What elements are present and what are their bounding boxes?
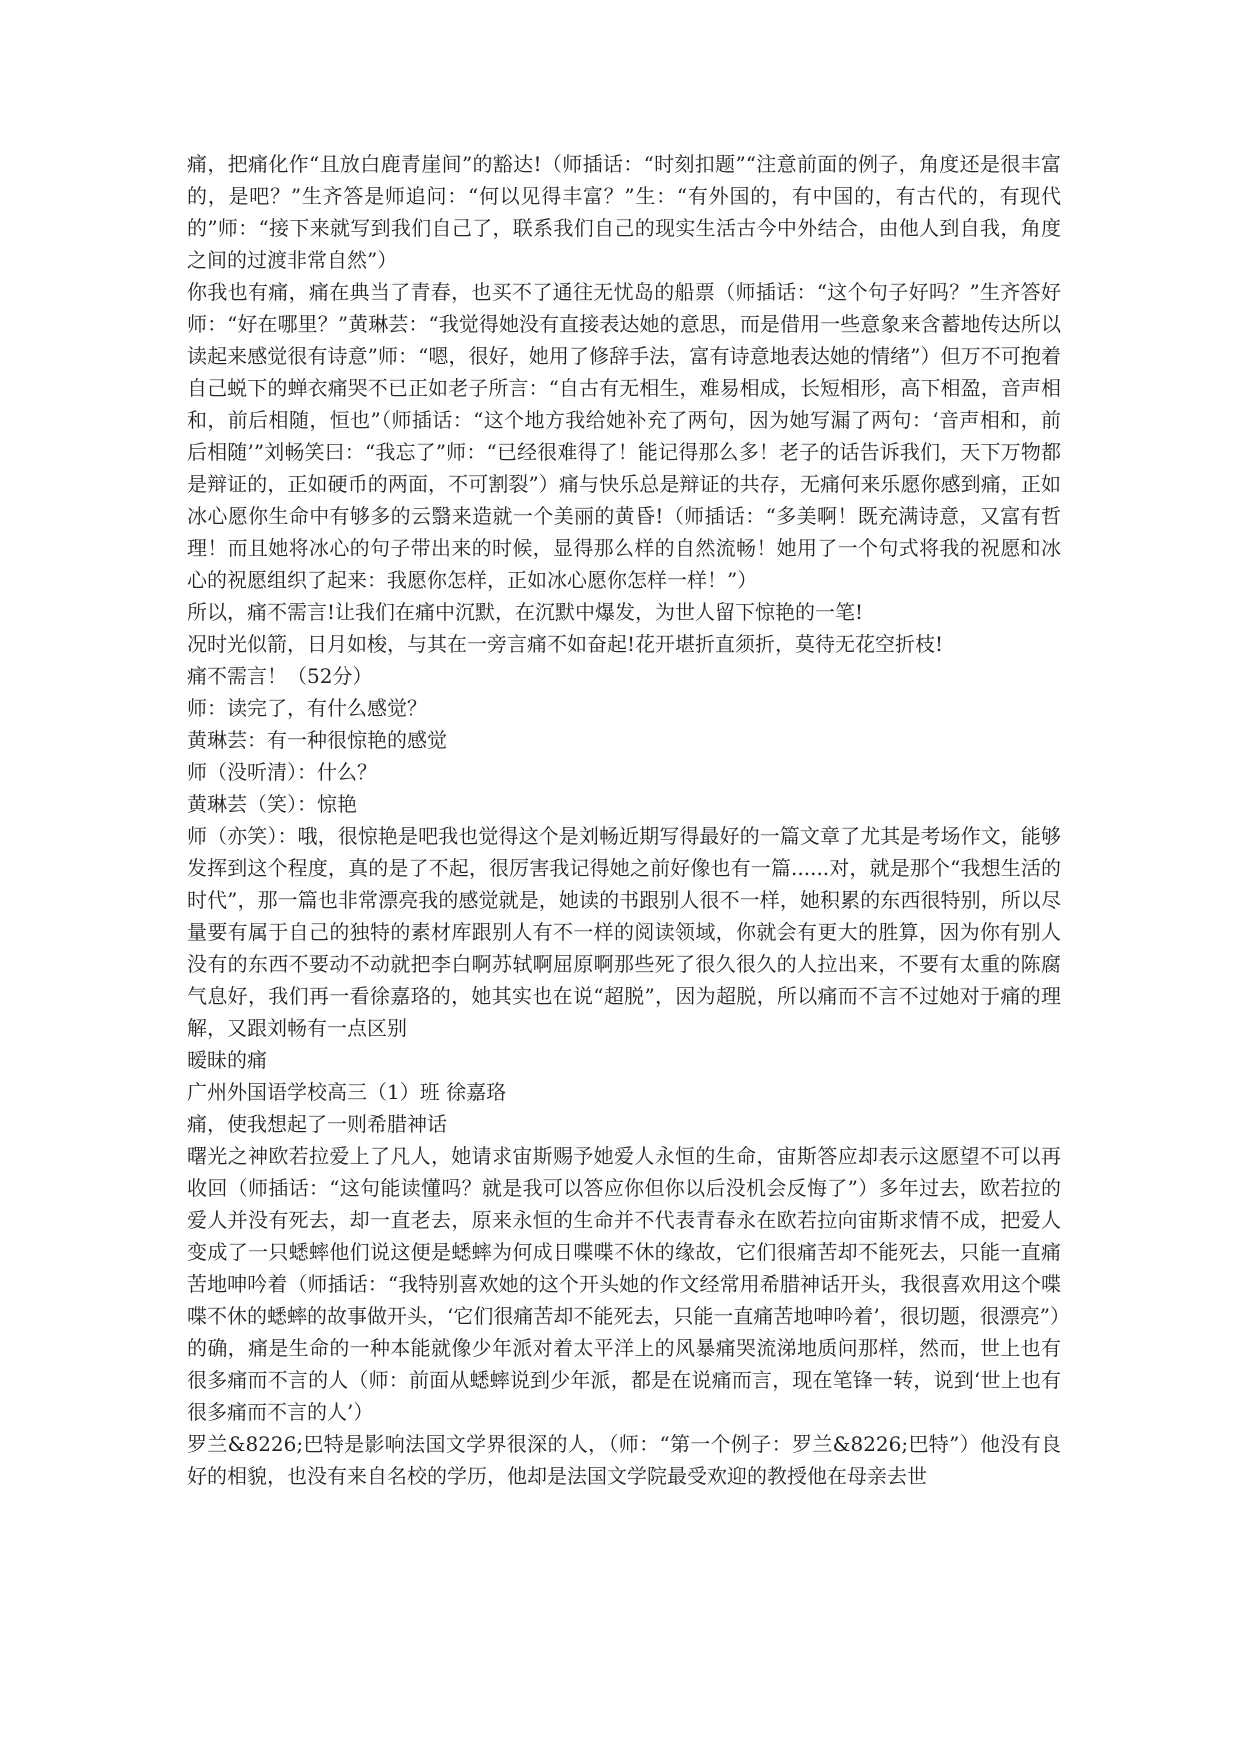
paragraph-essay-myth: 曙光之神欧若拉爱上了凡人，她请求宙斯赐予她爱人永恒的生命，宙斯答应却表示这愿望不可以再收回（师插话：“这句能读懂吗？就是我可以答应你但你以后没机会反悔了”）多年过去，欧若拉的爱人并没有死去，却一直老去，原来永恒的生命并不代表青春永在欧若拉向宙斯求情不成，把爱人变成了一只蟋蟀他们说这便是蟋蟀为何成日喋喋不休的缘故，它们很痛苦却不能死去，只能一直痛苦地呻吟着（师插话：“我特别喜欢她的这个开头她的作文经常用希腊神话开头，我很喜欢用这个喋喋不休的蟋蟀的故事做开头，‘它们很痛苦却不能死去，只能一直痛苦地呻吟着’，很切题，很漂亮”） xyxy=(187,1144,1070,1328)
paragraph-essay-example: 罗兰&8226;巴特是影响法国文学界很深的人，（师：“第一个例子：罗兰&8226;巴特”）他没有良好的相貌，也没有来自名校的学历，他却是法国文学院最受欢迎的教授他在母亲去世 xyxy=(187,1432,1061,1488)
essay-score-line: 痛不需言！（52分） xyxy=(187,664,373,688)
essay-title: 暧昧的痛 xyxy=(187,1048,267,1072)
dialogue-line: 师（没听清）：什么？ xyxy=(187,760,377,784)
dialogue-line: 师：读完了，有什么感觉？ xyxy=(187,696,427,720)
teacher-commentary: 师（亦笑）：哦，很惊艳是吧我也觉得这个是刘畅近期写得最好的一篇文章了尤其是考场作文，能够发挥到这个程度，真的是了不起，很厉害我记得她之前好像也有一篇......对，就是那个“我想生活的时代”，那一篇也非常漂亮我的感觉就是，她读的书跟别人很不一样，她积累的东西很特别，所以尽量要有属于自己的独特的素材库跟别人有不一样的阅读领域，你就会有更大的胜算，因为你有别人没有的东西不要动不动就把李白啊苏轼啊屈原啊那些死了很久很久的人拉出来，不要有太重的陈腐气息好，我们再一看徐嘉珞的，她其实也在说“超脱”，因为超脱，所以痛而不言不过她对于痛的理解，又跟刘畅有一点区别 xyxy=(187,824,1061,1040)
paragraph-essay-body: 你我也有痛，痛在典当了青春，也买不了通往无忧岛的船票（师插话：“这个句子好吗？”生齐答好师：“好在哪里？”黄琳芸：“我觉得她没有直接表达她的意思，而是借用一些意象来含蓄地传达所以读起来感觉很有诗意”师：“嗯，很好，她用了修辞手法，富有诗意地表达她的情绪”）但万不可抱着自己蜕下的蝉衣痛哭不已正如老子所言：“自古有无相生，难易相成，长短相形，高下相盈，音声相和，前后相随，恒也”（师插话：“这个地方我给她补充了两句，因为她写漏了两句：‘音声相和，前后相随’”刘畅笑曰：“我忘了”师：“已经很难得了！能记得那么多！老子的话告诉我们，天下万物都是辩证的，正如硬币的两面，不可割裂”）痛与快乐总是辩证的共存，无痛何来乐愿你感到痛，正如冰心愿你生命中有够多的云翳来造就一个美丽的黄昏!（师插话：“多美啊！既充满诗意，又富有哲理！而且她将冰心的句子带出来的时候，显得那么样的自然流畅！她用了一个句式将我的祝愿和冰心的祝愿组织了起来：我愿你怎样，正如冰心愿你怎样一样！”） xyxy=(187,280,1061,592)
essay-author: 广州外国语学校高三（1）班 徐嘉珞 xyxy=(187,1080,507,1104)
paragraph-essay-opening: 痛，使我想起了一则希腊神话 xyxy=(187,1112,447,1136)
paragraph-essay-ending: 痛，把痛化作“且放白鹿青崖间”的豁达!（师插话：“时刻扣题”“注意前面的例子，角度还是很丰富的，是吧？”生齐答是师追问：“何以见得丰富？”生：“有外国的，有中国的，有古代的，有现代的”师：“接下来就写到我们自己了，联系我们自己的现实生活古今中外结合，由他人到自我，角度之间的过渡非常自然”） xyxy=(187,152,1061,272)
dialogue-line: 黄琳芸：有一种很惊艳的感觉 xyxy=(187,728,447,752)
paragraph-essay-transition: 的确，痛是生命的一种本能就像少年派对着太平洋上的风暴痛哭流涕地质问那样，然而，世上也有很多痛而不言的人（师：前面从蟋蟀说到少年派，都是在说痛而言，现在笔锋一转，说到‘世上也有很多痛而不言的人’） xyxy=(187,1336,1061,1424)
paragraph-essay-closing: 况时光似箭，日月如梭，与其在一旁言痛不如奋起!花开堪折直须折，莫待无花空折枝! xyxy=(187,632,944,656)
dialogue-line: 黄琳芸（笑）：惊艳 xyxy=(187,792,357,816)
paragraph-essay-conclusion: 所以，痛不需言!让我们在痛中沉默，在沉默中爆发，为世人留下惊艳的一笔! xyxy=(187,600,864,624)
